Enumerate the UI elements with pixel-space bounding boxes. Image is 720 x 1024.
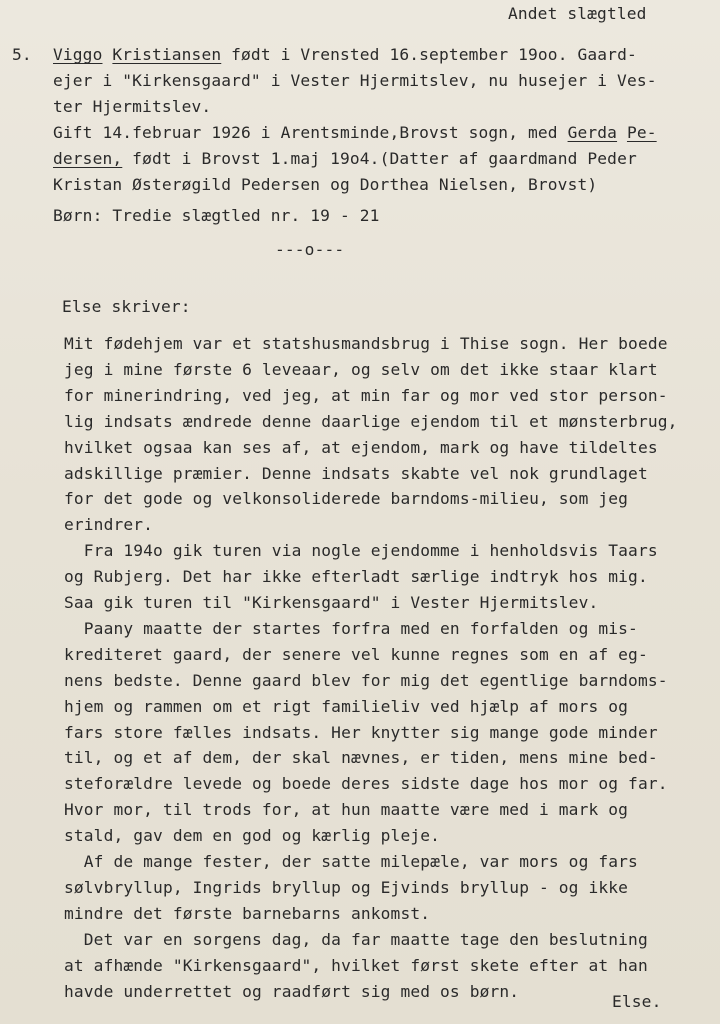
letter-line: hjem og rammen om et rigt familieliv ved hjælp af mors og bbox=[64, 697, 629, 716]
letter-line: Af de mange fester, der satte milepæle, var mors og fars bbox=[64, 852, 638, 871]
letter-line: Saa gik turen til "Kirkensgaard" i Vester Hjermitslev. bbox=[64, 593, 599, 612]
letter-line: og Rubjerg. Det har ikke efterladt særlige indtryk hos mig. bbox=[64, 567, 648, 586]
letter-line: steforældre levede og boede deres sidste dage hos mor og far. bbox=[64, 774, 668, 793]
children-reference: Børn: Tredie slægtled nr. 19 - 21 bbox=[53, 206, 380, 225]
entry-line-3: ter Hjermitslev. bbox=[53, 97, 212, 116]
letter-line: krediteret gaard, der senere vel kunne regnes som en af eg- bbox=[64, 645, 648, 664]
letter-line: fars store fælles indsats. Her knytter sig mange gode minder bbox=[64, 723, 658, 742]
entry-line-6: Kristan Østerøgild Pedersen og Dorthea Nielsen, Brovst) bbox=[53, 175, 598, 194]
entry-line-1 bbox=[53, 45, 637, 65]
letter-line: havde underrettet og raadført sig med os børn. bbox=[64, 982, 520, 1001]
letter-line: sølvbryllup, Ingrids bryllup og Ejvinds bryllup - og ikke bbox=[64, 878, 629, 897]
letter-line: stald, gav dem en god og kærlig pleje. bbox=[64, 826, 441, 845]
entry-line-5-rest: født i Brovst 1.maj 19o4.(Datter af gaardmand Peder bbox=[122, 149, 637, 168]
letter-line: Paany maatte der startes forfra med en forfalden og mis- bbox=[64, 619, 638, 638]
spouse-last-name-part-2: dersen, bbox=[53, 149, 123, 168]
person-first-name: Viggo bbox=[53, 45, 103, 64]
generation-header: Andet slægtled bbox=[508, 4, 647, 23]
letter-line: hvilket ogsaa kan ses af, at ejendom, mark og have tildeltes bbox=[64, 438, 658, 457]
letter-line: for det gode og velkonsoliderede barndoms-milieu, som jeg bbox=[64, 489, 629, 508]
letter-line: Det var en sorgens dag, da far maatte tage den beslutning bbox=[64, 930, 648, 949]
entry-line-5 bbox=[53, 149, 637, 169]
entry-line-2: ejer i "Kirkensgaard" i Vester Hjermitslev, nu husejer i Ves- bbox=[53, 71, 657, 90]
letter-line: nens bedste. Denne gaard blev for mig det egentlige barndoms- bbox=[64, 671, 668, 690]
letter-line: at afhænde "Kirkensgaard", hvilket først skete efter at han bbox=[64, 956, 648, 975]
letter-line: adskillige præmier. Denne indsats skabte vel nok grundlaget bbox=[64, 464, 648, 483]
letter-line: Fra 194o gik turen via nogle ejendomme i henholdsvis Taars bbox=[64, 541, 658, 560]
letter-line: til, og et af dem, der skal nævnes, er tiden, mens mine bed- bbox=[64, 748, 658, 767]
letter-line: lig indsats ændrede denne daarlige ejendom til et mønsterbrug, bbox=[64, 412, 678, 431]
spouse-last-name-part-1: Pe- bbox=[626, 123, 657, 142]
entry-number: 5. bbox=[12, 45, 32, 64]
spouse-first-name: Gerda bbox=[567, 123, 618, 142]
section-separator: ---o--- bbox=[275, 240, 345, 259]
letter-line: Hvor mor, til trods for, at hun maatte være med i mark og bbox=[64, 800, 629, 819]
letter-signature: Else. bbox=[612, 992, 662, 1011]
letter-line: erindrer. bbox=[64, 515, 154, 534]
person-last-name: Kristiansen bbox=[112, 45, 222, 64]
letter-intro: Else skriver: bbox=[62, 297, 191, 316]
entry-line-4 bbox=[53, 123, 657, 143]
letter-line: jeg i mine første 6 leveaar, og selv om det ikke staar klart bbox=[64, 360, 658, 379]
letter-line: Mit fødehjem var et statshusmandsbrug i Thise sogn. Her boede bbox=[64, 334, 668, 353]
entry-line-1-rest: født i Vrensted 16.september 19oo. Gaard- bbox=[221, 45, 637, 64]
letter-line: mindre det første barnebarns ankomst. bbox=[64, 904, 431, 923]
entry-line-4-pre: Gift 14.februar 1926 i Arentsminde,Brovst sogn, med bbox=[53, 123, 568, 142]
letter-line: for minerindring, ved jeg, at min far og mor ved stor person- bbox=[64, 386, 668, 405]
